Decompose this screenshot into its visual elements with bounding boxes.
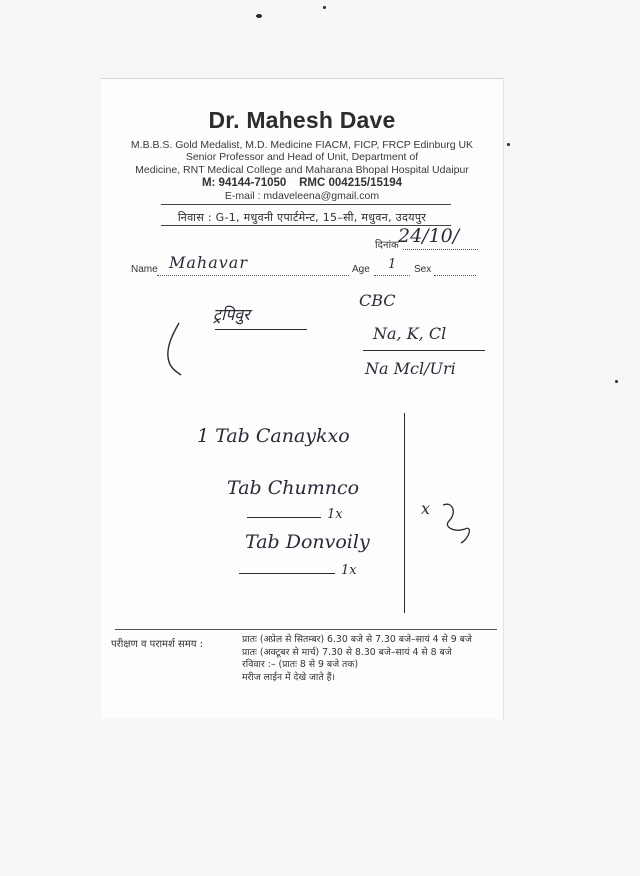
prescription-dose: 1x [327,507,343,522]
scan-speck [615,380,618,383]
prescription-sheet [101,78,504,719]
scan-speck [507,143,510,146]
investigation-item: Na, K, Cl [373,324,447,343]
date-value: 24/10/ [398,225,460,247]
scan-speck [323,6,326,9]
address: निवास : G-1, मधुवनी एपार्टमेन्ट, 15–सी, मधुवन, उदयपुर [177,211,427,224]
duration-mark: x [421,499,431,518]
scan-speck [256,14,262,18]
position-line-1: Senior Professor and Head of Unit, Department of [185,151,419,163]
duration-bracket [404,413,405,613]
date-label: दिनांक [375,240,399,251]
contact-line [101,177,503,189]
header-rule-top [161,204,451,205]
date-dotted-line [403,249,478,250]
doctor-name: Dr. Mahesh Dave [208,107,396,133]
mobile-number: M: 94144-71050 [201,177,287,189]
investigation-item: Na Mcl/Uri [365,359,456,378]
prescription-line: Tab Chumnco [227,477,360,499]
sex-label: Sex [414,264,432,275]
prescription-dash [247,517,321,518]
position-line-2: Medicine, RNT Medical College and Maharana Bhopal Hospital Udaipur [135,164,469,176]
investigation-underline [363,350,485,351]
prescription-dose: 1x [341,563,357,578]
timing-line: प्रातः (अप्रेल से सितम्बर) 6.30 बजे से 7.30 बजे–सायं 4 से 9 बजे [242,634,472,645]
hand-bracket-mark [163,319,193,379]
prescription-line: 1 Tab Canaykxo [197,425,350,447]
timing-lines [242,634,472,684]
footer-rule [115,629,497,630]
name-dotted-line [157,275,349,276]
complaint-underline [215,329,307,330]
age-dotted-line [374,275,410,276]
name-label: Name [131,264,158,275]
complaint: ट्रपिवुर [213,305,250,324]
age-value: 1 [388,257,397,272]
email: E-mail : mdaveleena@gmail.com [224,190,380,202]
patient-name: Mahavar [169,253,248,272]
timing-line: रविवार :– (प्रातः 8 से 9 बजे तक) [242,659,359,670]
timing-line: प्रातः (अक्टूबर से मार्च) 7.30 से 8.30 बजे–सायं 4 से 8 बजे [242,646,452,658]
timing-label: परीक्षण व परामर्श समय : [111,639,204,650]
sex-dotted-line [434,275,476,276]
timing-line: मरीज लाईन में देखे जाते हैं। [242,671,336,683]
investigation-item: CBC [359,291,396,310]
qualifications: M.B.B.S. Gold Medalist, M.D. Medicine FIACM, FICP, FRCP Edinburg UK [130,139,474,151]
prescription-dash [239,573,335,574]
age-label: Age [352,264,370,275]
prescription-line: Tab Donvoily [245,531,370,553]
hand-squiggle-mark [439,499,479,549]
rmc-number: RMC 004215/15194 [299,177,403,189]
